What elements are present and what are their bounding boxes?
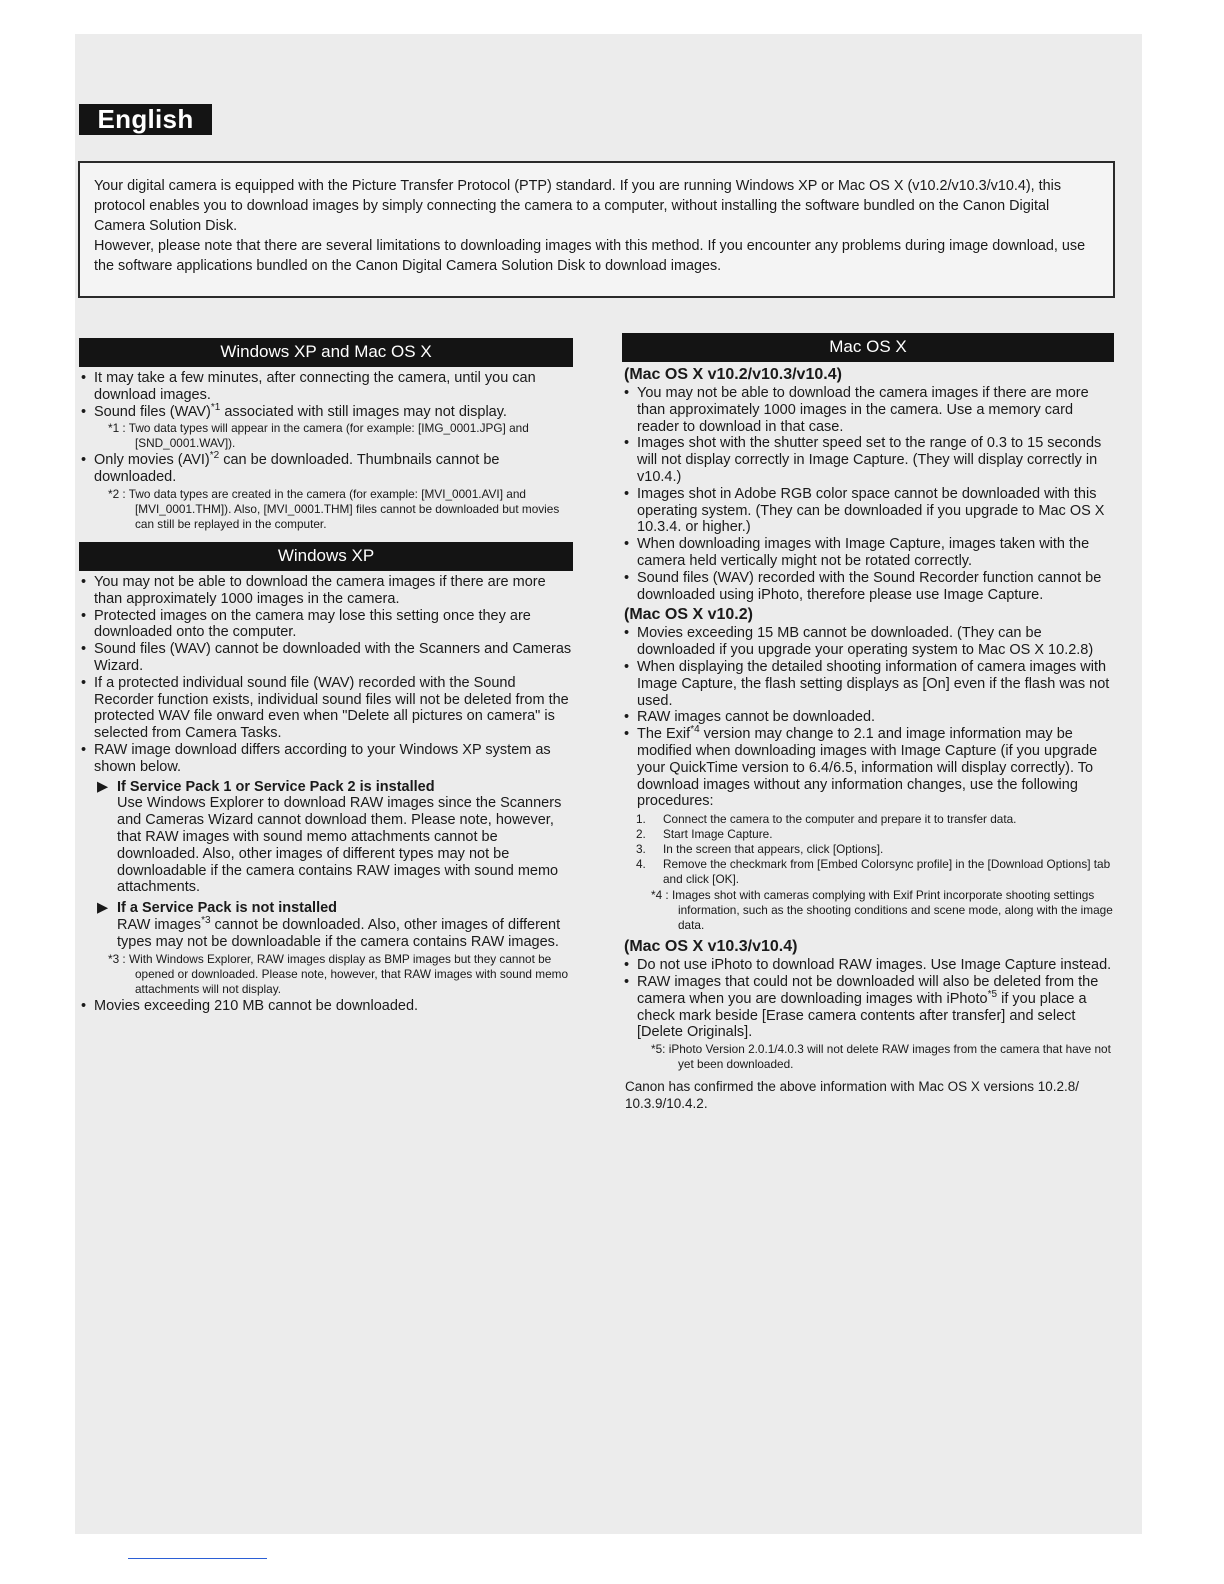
mac-102-list — [622, 625, 1114, 810]
procedure-step: 3. In the screen that appears, click [Options]. — [636, 842, 884, 857]
windows-mac-list — [79, 370, 573, 420]
procedure-step: 2. Start Image Capture. — [636, 827, 773, 842]
list-item: • RAW image download differs according to your Windows XP system as shown below. — [79, 742, 573, 776]
list-item: • Movies exceeding 210 MB cannot be downloaded. — [79, 998, 573, 1015]
footnote: *4 : Images shot with cameras complying with Exif Print incorporate shooting settings information, such as the shooting conditions and scene mode, along with the image data. — [651, 888, 1113, 933]
list-item: • Images shot with the shutter speed set to the range of 0.3 to 15 seconds will not display correctly in Image Capture. (They will display correctly in v10.4.) — [622, 435, 1114, 485]
section-heading-mac-os-x: Mac OS X — [622, 333, 1114, 362]
list-item: • When displaying the detailed shooting information of camera images with Image Capture, the flash setting displays as [On] even if the flash was not used. — [622, 659, 1114, 709]
windows-xp-list — [79, 574, 573, 776]
closing-note: Canon has confirmed the above information with Mac OS X versions 10.2.8/ 10.3.9/10.4.2. — [625, 1079, 1079, 1112]
intro-paragraph: Your digital camera is equipped with the Picture Transfer Protocol (PTP) standard. If you are running Windows XP or Mac OS X (v10.2/v10.3/v10.4), this protocol enables you to download images by simply connecting the camera to a computer, without installing the software bundled on the Canon Digital Camera Solution Disk. — [94, 178, 1062, 234]
language-tag: English — [79, 104, 212, 135]
service-pack-installed-heading: ▶ If Service Pack 1 or Service Pack 2 is installed — [97, 778, 435, 795]
subsection-heading: (Mac OS X v10.2) — [624, 606, 753, 624]
service-pack-missing-text: RAW images$^{*3}$ cannot be downloaded. Also, other images of different types may not be downloadable if the camera contains RAW images. — [117, 914, 561, 950]
list-item: • RAW images cannot be downloaded. — [622, 709, 1114, 726]
list-item: • If a protected individual sound file (WAV) recorded with the Sound Recorder function exists, individual sound files will not be deleted from the protected WAV file onward even when "Delete all pictures on camera" is selected from Camera Tasks. — [79, 675, 573, 742]
list-item: • Sound files (WAV) cannot be downloaded with the Scanners and Cameras Wizard. — [79, 641, 573, 675]
list-item: • Protected images on the camera may lose this setting once they are downloaded onto the computer. — [79, 608, 573, 642]
list-item: • Sound files (WAV)$^{*1}$ associated with still images may not display. — [79, 404, 573, 421]
footnote: *2 : Two data types are created in the camera (for example: [MVI_0001.AVI] and [MVI_0001.THM]). Also, [MVI_0001.THM] files cannot be downloaded but movies can still be replayed in the computer. — [108, 486, 560, 531]
footnote: *5: iPhoto Version 2.0.1/4.0.3 will not delete RAW images from the camera that have not yet been downloaded. — [651, 1042, 1111, 1072]
list-item: • Movies exceeding 15 MB cannot be downloaded. (They can be downloaded if you upgrade your operating system to Mac OS X 10.2.8) — [622, 625, 1114, 659]
list-item: • Do not use iPhoto to download RAW images. Use Image Capture instead. — [622, 957, 1114, 974]
list-item: • Images shot in Adobe RGB color space cannot be downloaded with this operating system. (They can be downloaded if you upgrade to Mac OS X 10.3.4. or higher.) — [622, 486, 1114, 536]
section-heading-windows-xp: Windows XP — [79, 542, 573, 571]
mac-all-list — [622, 385, 1114, 603]
list-item: • Sound files (WAV) recorded with the Sound Recorder function cannot be downloaded using iPhoto, therefore please use Image Capture. — [622, 570, 1114, 604]
list-item: • The Exif$^{*4}$ version may change to 2.1 and image information may be modified when downloading images with Image Capture (if you upgrade your QuickTime version to 6.4/6.5, information will display correctly). To download images without any information changes, use the following procedures: — [622, 726, 1114, 810]
subsection-heading: (Mac OS X v10.2/v10.3/v10.4) — [624, 366, 842, 383]
list-item: • You may not be able to download the camera images if there are more than approximately 1000 images in the camera. — [79, 574, 573, 608]
subsection-heading: (Mac OS X v10.3/v10.4) — [624, 938, 798, 956]
arrow-right-icon: ▶ — [97, 778, 109, 795]
service-pack-missing-heading: ▶ If a Service Pack is not installed — [97, 900, 338, 917]
windows-xp-list-cont — [79, 998, 573, 1015]
footnote: *3 : With Windows Explorer, RAW images display as BMP images but they cannot be opened or downloaded. Please note, however, that RAW images with sound memo attachments will not display. — [108, 951, 569, 996]
windows-mac-list-cont — [79, 452, 573, 486]
list-item: • Only movies (AVI)$^{*2}$ can be downloaded. Thumbnails cannot be downloaded. — [79, 452, 573, 486]
intro-paragraph: However, please note that there are several limitations to downloading images with this method. If you encounter any problems during image download, use the software applications bundled on the Canon Digital Camera Solution Disk to download images. — [94, 238, 1086, 274]
procedure-steps — [622, 812, 1114, 887]
service-pack-installed-text: Use Windows Explorer to download RAW images since the Scanners and Cameras Wizard cannot download them. Please note, however, that RAW images with sound memo attachments cannot be downloaded. Also, other images of different types may not be downloadable if the camera contains RAW images with sound memo attachments. — [117, 795, 562, 896]
footer-rule — [128, 1558, 267, 1559]
list-item: • RAW images that could not be downloaded will also be deleted from the camera when you are downloading images with iPhoto$^{*5}$ if you place a check mark beside [Erase camera contents after transfer] and select [Delete Originals]. — [622, 974, 1114, 1041]
list-item: • It may take a few minutes, after connecting the camera, until you can download images. — [79, 370, 573, 404]
footnote: *1 : Two data types will appear in the camera (for example: [IMG_0001.JPG] and [SND_0001.WAV]). — [108, 421, 529, 451]
arrow-right-icon: ▶ — [97, 900, 109, 917]
list-item: • You may not be able to download the camera images if there are more than approximately 1000 images in the camera. Use a memory card reader to download in that case. — [622, 385, 1114, 435]
procedure-step: 4. Remove the checkmark from [Embed Colorsync profile] in the [Download Options] tab and click [OK]. — [636, 857, 1111, 887]
intro-box — [78, 161, 1115, 298]
list-item: • When downloading images with Image Capture, images taken with the camera held vertically might not be rotated correctly. — [622, 536, 1114, 570]
section-heading-windows-mac: Windows XP and Mac OS X — [79, 338, 573, 367]
mac-103-list — [622, 957, 1114, 1041]
right-column — [622, 333, 1114, 1112]
procedure-step: 1. Connect the camera to the computer and prepare it to transfer data. — [636, 812, 1017, 827]
left-column — [79, 338, 573, 1014]
